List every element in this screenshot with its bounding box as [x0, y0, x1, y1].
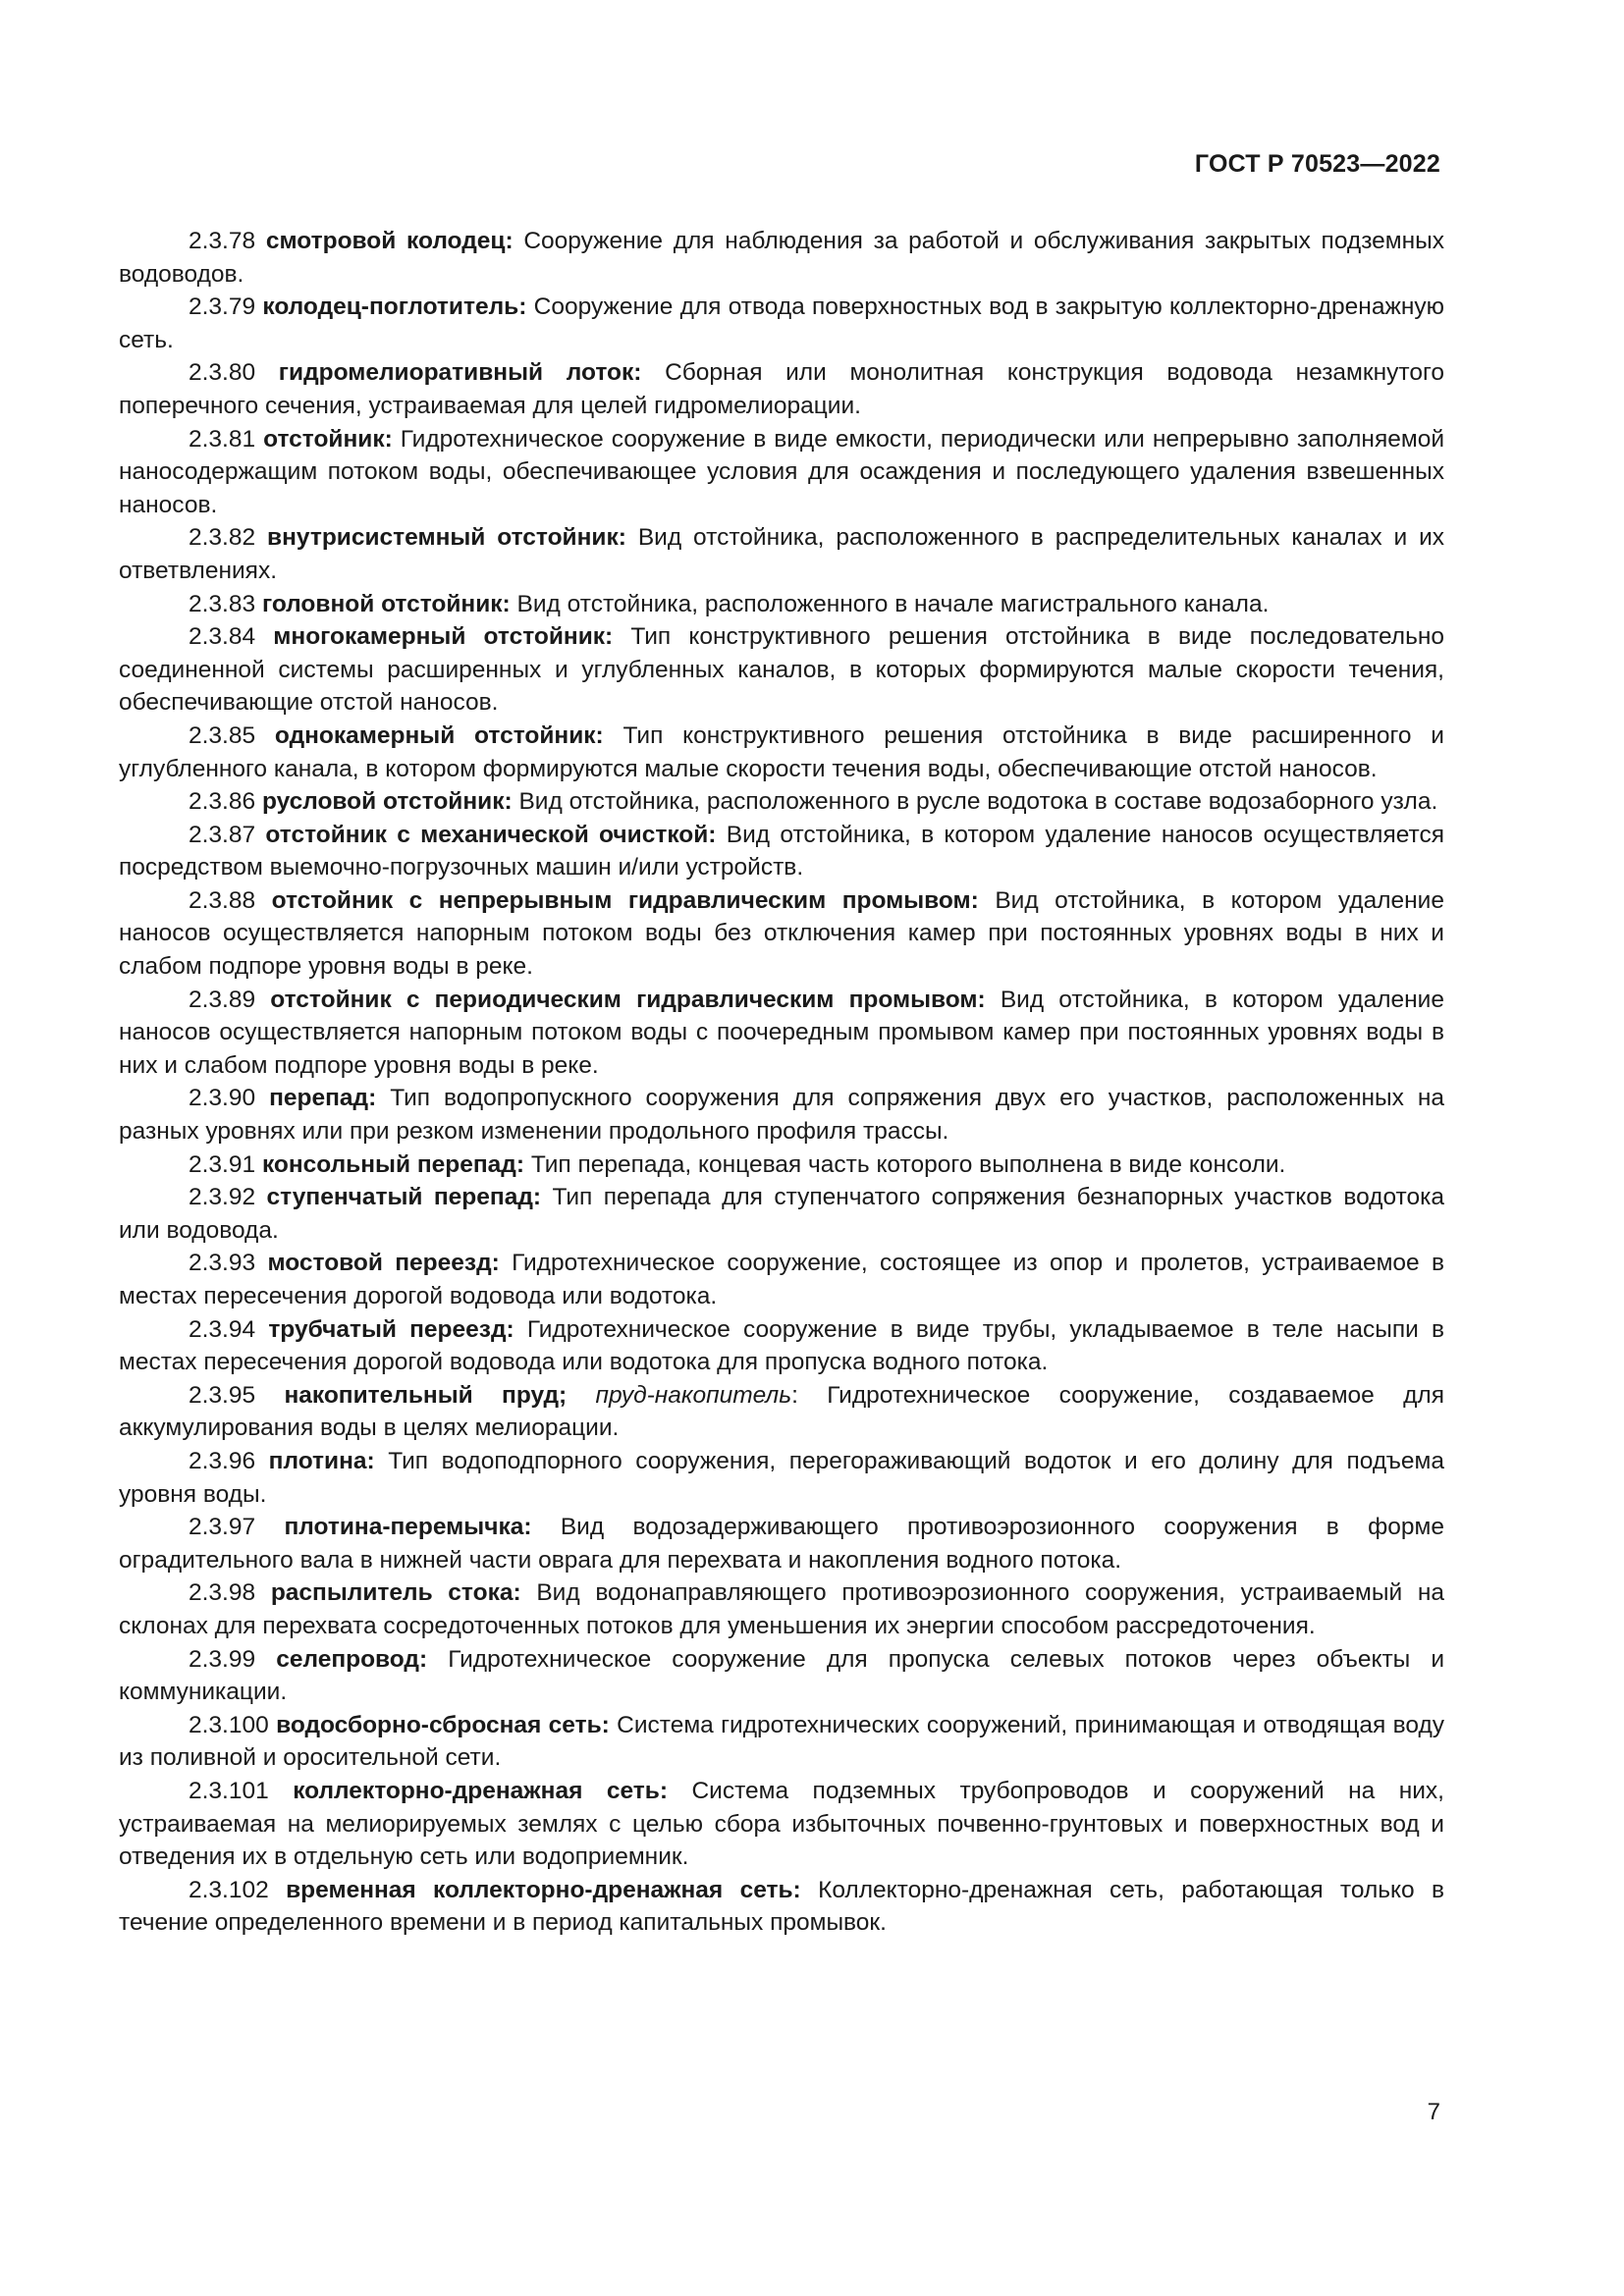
term-name: русловой отстойник: [261, 788, 513, 816]
term-definition: Коллекторно-дренажная сеть, работающая только в течение определенного времени и в период капитальных промывок. [119, 1876, 1445, 1937]
term-entry [119, 884, 1444, 984]
term-name: отстойник: [263, 425, 393, 453]
term-definition: Гидротехническое сооружение для пропуска селевых потоков через объекты и коммуникации. [119, 1645, 1445, 1706]
term-definition: : Гидротехническое сооружение, создаваемое для аккумулирования воды в целях мелиорации. [119, 1381, 1444, 1442]
term-number: 2.3.84 [189, 623, 256, 651]
term-entry [119, 620, 1444, 720]
term-name: селепровод: [276, 1645, 428, 1673]
term-number: 2.3.95 [189, 1381, 256, 1409]
term-entry [119, 1643, 1444, 1709]
term-number: 2.3.89 [189, 986, 256, 1013]
term-entry [119, 356, 1444, 422]
term-definition: Вид отстойника, в котором удаление наносов осуществляется напорным потоком воды с поочередным промывом камер при постоянных уровнях воды в них и слабом подпоре уровня воды в реке. [119, 986, 1444, 1079]
term-definition: Система гидротехнических сооружений, принимающая и отводящая воду из поливной и оросительной сети. [119, 1711, 1444, 1772]
term-number: 2.3.79 [189, 294, 256, 321]
term-entry [119, 1775, 1444, 1874]
term-definition: Тип конструктивного решения отстойника в виде расширенного и углубленного канала, в котором формируются малые скорости течения воды, обеспечивающие отстой наносов. [119, 721, 1444, 782]
term-entry [119, 984, 1444, 1083]
term-number: 2.3.97 [189, 1514, 256, 1541]
term-definition: Тип перепада для ступенчатого сопряжения безнапорных участков водотока или водовода. [119, 1184, 1444, 1244]
term-number: 2.3.102 [189, 1876, 269, 1903]
term-name: однокамерный отстойник: [274, 721, 604, 749]
term-definition: Гидротехническое сооружение, состоящее из опор и пролетов, устраиваемое в местах пересечения дорогой водовода или водотока. [119, 1250, 1445, 1309]
term-entry [119, 225, 1444, 291]
term-name: гидромелиоративный лоток: [278, 359, 642, 387]
term-definition: Вид отстойника, в котором удаление наносов осуществляется посредством выемочно-погрузочных машин и/или устройств. [119, 821, 1445, 881]
term-name: перепад: [269, 1085, 377, 1112]
term-definition: Сооружение для отвода поверхностных вод в закрытую коллекторно-дренажную сеть. [119, 294, 1445, 353]
term-definition: Гидротехническое сооружение в виде емкости, периодически или непрерывно заполняемой наносодержащим потоком воды, обеспечивающее условия для осаждения и последующего удаления взвешенных наносов. [119, 425, 1445, 518]
term-number: 2.3.85 [189, 721, 256, 749]
term-entry [119, 819, 1444, 884]
term-name: многокамерный отстойник: [273, 623, 614, 651]
term-number: 2.3.94 [189, 1315, 256, 1343]
term-number: 2.3.83 [189, 590, 256, 617]
document-header: ГОСТ Р 70523—2022 [1194, 150, 1440, 178]
term-definition: Сооружение для наблюдения за работой и обслуживания закрытых подземных водоводов. [119, 228, 1445, 288]
term-entry [119, 1709, 1444, 1775]
term-name: внутрисистемный отстойник: [267, 524, 626, 552]
term-entry [119, 1247, 1444, 1312]
term-entry [119, 1313, 1444, 1379]
term-name: временная коллекторно-дренажная сеть: [286, 1876, 801, 1903]
term-number: 2.3.99 [189, 1645, 256, 1673]
term-entry [119, 1511, 1444, 1576]
term-number: 2.3.100 [189, 1711, 269, 1738]
term-name: плотина: [268, 1447, 375, 1474]
term-definition: Сборная или монолитная конструкция водовода незамкнутого поперечного сечения, устраиваемая для целей гидромелиорации. [119, 359, 1445, 419]
term-entry [119, 1148, 1444, 1182]
term-entry [119, 588, 1444, 621]
term-definition: Гидротехническое сооружение в виде трубы, укладываемое в теле насыпи в местах пересечения дорогой водовода или водотока для пропуска водного потока. [119, 1315, 1444, 1376]
term-name: распылитель стока: [270, 1579, 521, 1607]
term-name: отстойник с механической очисткой: [265, 821, 717, 848]
term-name: консольный перепад: [261, 1150, 524, 1178]
term-number: 2.3.91 [189, 1150, 256, 1178]
term-entry [119, 1181, 1444, 1247]
terms-list [119, 225, 1444, 1940]
term-number: 2.3.82 [189, 524, 256, 552]
term-number: 2.3.90 [189, 1085, 256, 1112]
term-name: плотина-перемычка: [284, 1514, 532, 1541]
term-definition: Вид отстойника, в котором удаление наносов осуществляется напорным потоком воды без отключения камер при постоянных уровнях воды в них и слабом подпоре уровня воды в реке. [119, 886, 1444, 981]
term-definition: Тип конструктивного решения отстойника в виде последовательно соединенной системы расширенных и углубленных каналов, в которых формируются малые скорости течения, обеспечивающие отстой наносов. [119, 623, 1444, 717]
term-entry [119, 1379, 1444, 1445]
term-number: 2.3.86 [189, 788, 256, 816]
term-name: отстойник с периодическим гидравлическим промывом: [270, 986, 986, 1013]
term-definition: Вид отстойника, расположенного в распределительных каналах и их ответвлениях. [119, 524, 1445, 584]
term-entry [119, 291, 1444, 356]
term-name: отстойник с непрерывным гидравлическим промывом: [271, 886, 979, 914]
term-entry [119, 1445, 1444, 1511]
term-definition: Система подземных трубопроводов и сооружений на них, устраиваемая на мелиорируемых землях с целью сбора избыточных почвенно-грунтовых и поверхностных вод и отведения их в отдельную сеть или водоприемник. [119, 1777, 1444, 1871]
term-name: накопительный пруд; [284, 1381, 568, 1409]
term-definition: Вид водозадерживающего противоэрозионного сооружения в форме оградительного вала в нижней части оврага для перехвата и накопления водного потока. [119, 1514, 1444, 1574]
term-entry [119, 521, 1444, 587]
term-definition: Тип водопропускного сооружения для сопряжения двух его участков, расположенных на разных уровнях или при резком изменении продольного профиля трассы. [119, 1085, 1445, 1146]
term-number: 2.3.78 [189, 228, 256, 254]
term-entry [119, 1874, 1444, 1940]
term-number: 2.3.87 [189, 821, 256, 848]
term-name: трубчатый переезд: [268, 1315, 514, 1343]
term-definition: Тип перепада, концевая часть которого выполнена в виде консоли. [530, 1150, 1286, 1178]
term-name: колодец-поглотитель: [262, 294, 527, 321]
term-synonym: пруд-накопитель [595, 1381, 792, 1409]
term-number: 2.3.93 [189, 1250, 256, 1277]
term-name: мостовой переезд: [267, 1250, 500, 1277]
term-number: 2.3.80 [189, 359, 256, 387]
term-name: коллекторно-дренажная сеть: [293, 1777, 668, 1804]
term-entry [119, 720, 1444, 785]
term-number: 2.3.96 [189, 1447, 256, 1474]
term-definition: Вид отстойника, расположенного в начале магистрального канала. [516, 590, 1270, 617]
term-definition: Вид отстойника, расположенного в русле водотока в составе водозаборного узла. [518, 788, 1438, 816]
page-number: 7 [1427, 2099, 1440, 2125]
term-number: 2.3.81 [189, 425, 256, 453]
term-name: смотровой колодец: [265, 228, 514, 254]
term-definition: Тип водоподпорного сооружения, перегораживающий водоток и его долину для подъема уровня воды. [119, 1447, 1444, 1508]
term-entry [119, 785, 1444, 819]
term-number: 2.3.92 [189, 1184, 256, 1211]
term-entry [119, 423, 1444, 522]
term-number: 2.3.98 [189, 1579, 256, 1607]
term-number: 2.3.101 [189, 1777, 269, 1804]
term-definition: Вид водонаправляющего противоэрозионного сооружения, устраиваемый на склонах для перехвата сосредоточенных потоков для уменьшения их энергии способом рассредоточения. [119, 1579, 1444, 1639]
term-entry [119, 1082, 1444, 1148]
term-name: водосборно-сбросная сеть: [276, 1711, 610, 1738]
term-name: головной отстойник: [261, 590, 511, 617]
term-entry [119, 1576, 1444, 1642]
term-number: 2.3.88 [189, 886, 256, 914]
term-name: ступенчатый перепад: [266, 1184, 542, 1211]
